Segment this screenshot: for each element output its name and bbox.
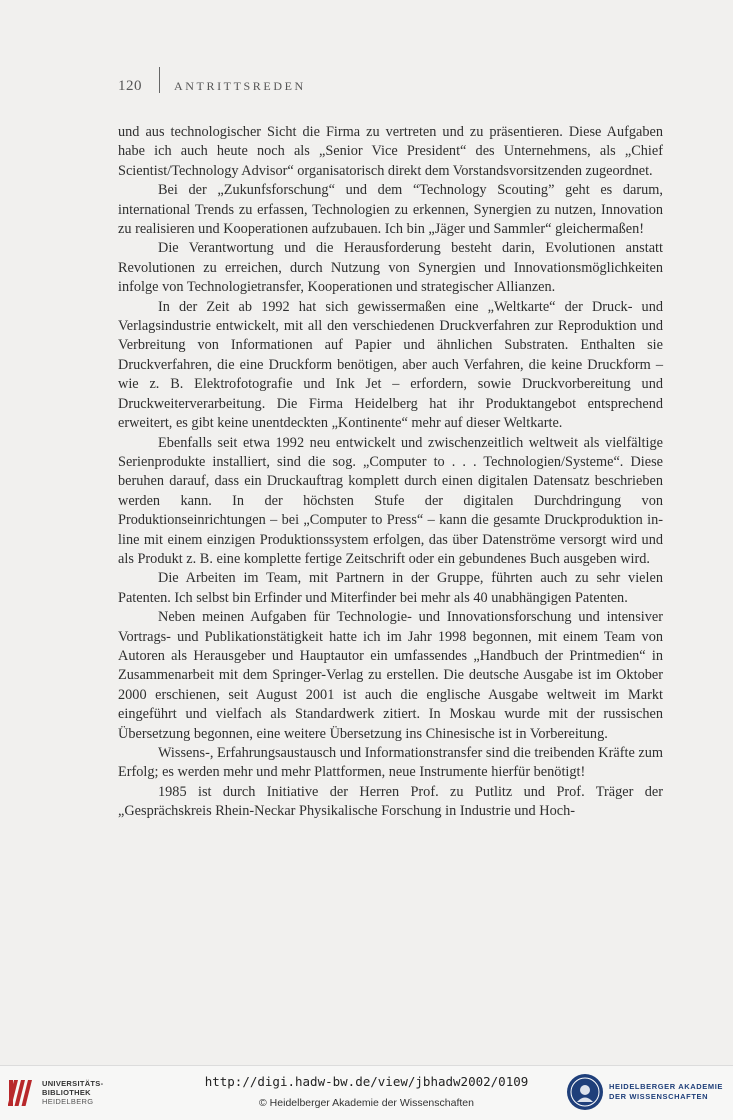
header-divider: [159, 67, 160, 93]
paragraph-2: Bei der „Zukunfsforschung“ und dem “Technology Scouting” geht es darum, international Trends zu erfassen, Technologien zu erkennen, Synergien zu nutzen, Innovation zu realisieren und Kooperationen aufzubauen. Ich bin „Jäger und Sammler“ gleichermaßen!: [118, 182, 663, 238]
permalink-url[interactable]: http://digi.hadw-bw.de/view/jbhadw2002/0109: [204, 1074, 529, 1089]
running-title: ANTRITTSREDEN: [174, 78, 306, 93]
page-number: 120: [118, 77, 142, 94]
running-head: [118, 76, 306, 96]
copyright-notice: © Heidelberger Akademie der Wissenschaften: [259, 1097, 474, 1109]
paragraph-1: und aus technologischer Sicht die Firma zu vertreten und zu präsentieren. Diese Aufgaben habe ich auch heute noch als „Senior Vice President“ des Unternehmens, als „Chief Scientist/Technology Advisor“ organisatorisch direkt dem Vorstandsvorsitzenden zugeordnet.: [118, 124, 663, 179]
paragraph-8: Wissens-, Erfahrungsaustausch und Informationstransfer sind die treibenden Kräfte zum Erfolg; es werden mehr und mehr Plattformen, neue Instrumente hierfür benötigt!: [118, 745, 663, 781]
paragraph-5: Ebenfalls seit etwa 1992 neu entwickelt und zwischenzeitlich weltweit als vielfältige Serienprodukte installiert, sind die sog. „Computer to . . . Technologien/Systeme“. Diese beruhen darauf, dass ein Druckauftrag komplett durch einen digitalen Datensatz beschrieben werden kann. In der höchsten Stufe der digitalen Durchdringung von Produktionseinrichtungen – bei „Computer to Press“ – kann die gesamte Druckproduktion in-line mit einem einzigen Produktionssystem erfolgen, das über Datenströme versorgt wird und als Produkt z. B. eine komplette fertige Zeitschrift oder ein gebundenes Buch ausgeben wird.: [118, 434, 663, 567]
viewer-footer: [0, 1065, 733, 1120]
academy-seal-icon[interactable]: [566, 1073, 604, 1111]
paragraph-7: Neben meinen Aufgaben für Technologie- und Innovationsforschung und intensiver Vortrags- und Publikationstätigkeit hatte ich im Jahr 1998 begonnen, mit einem Team von Autoren als Herausgeber und Hauptautor ein umfassendes „Handbuch der Printmedien“ in Zusammenarbeit mit dem Springer-Verlag zu erstellen. Die deutsche Ausgabe ist im Oktober 2000 erschienen, seit August 2001 ist auch die englische Ausgabe weltweit im Markt eingeführt und vielfach als Standardwerk zitiert. In Moskau wurde mit der russischen Übersetzung begonnen, eine weitere Übersetzung ins Chinesische ist in Vorbereitung.: [118, 609, 663, 742]
paragraph-3: Die Verantwortung und die Herausforderung besteht darin, Evolutionen anstatt Revolutionen zu erreichen, durch Nutzung von Synergien und Innovationsmöglichkeiten infolge von Technologietransfer, Kooperationen und strategischer Allianzen.: [118, 240, 663, 296]
body-text: [118, 123, 663, 822]
academy-name[interactable]: HEIDELBERGER AKADEMIE DER WISSENSCHAFTEN: [609, 1082, 723, 1101]
university-library-name[interactable]: UNIVERSITÄTS- BIBLIOTHEK HEIDELBERG: [42, 1079, 104, 1106]
paragraph-4: In der Zeit ab 1992 hat sich gewissermaßen eine „Weltkarte“ der Druck- und Verlagsindustrie entwickelt, mit all den verschiedenen Druckverfahren zur Reproduktion und Verbreitung von Informationen auf Papier und ähnlichen Substraten. Enthalten sie Druckverfahren, die eine Druckform benötigen, aber auch Verfahren, die keine Druckform – wie z. B. Elektrofotografie und Ink Jet – erfordern, sowie Druckvorbereitung und Druckweiterverarbeitung. Die Firma Heidelberg hat ihr Produktangebot entsprechend erweitert, es gibt keine unentdeckten „Kontinente“ mehr auf dieser Weltkarte.: [118, 298, 663, 432]
paragraph-6: Die Arbeiten im Team, mit Partnern in der Gruppe, führten auch zu sehr vielen Patenten. Ich selbst bin Erfinder und Miterfinder bei mehr als 40 unabhängigen Patenten.: [118, 570, 663, 606]
paragraph-9: 1985 ist durch Initiative der Herren Prof. zu Putlitz und Prof. Träger der „Gesprächskreis Rhein-Neckar Physikalische Forschung in Industrie und Hoch-: [118, 783, 663, 820]
